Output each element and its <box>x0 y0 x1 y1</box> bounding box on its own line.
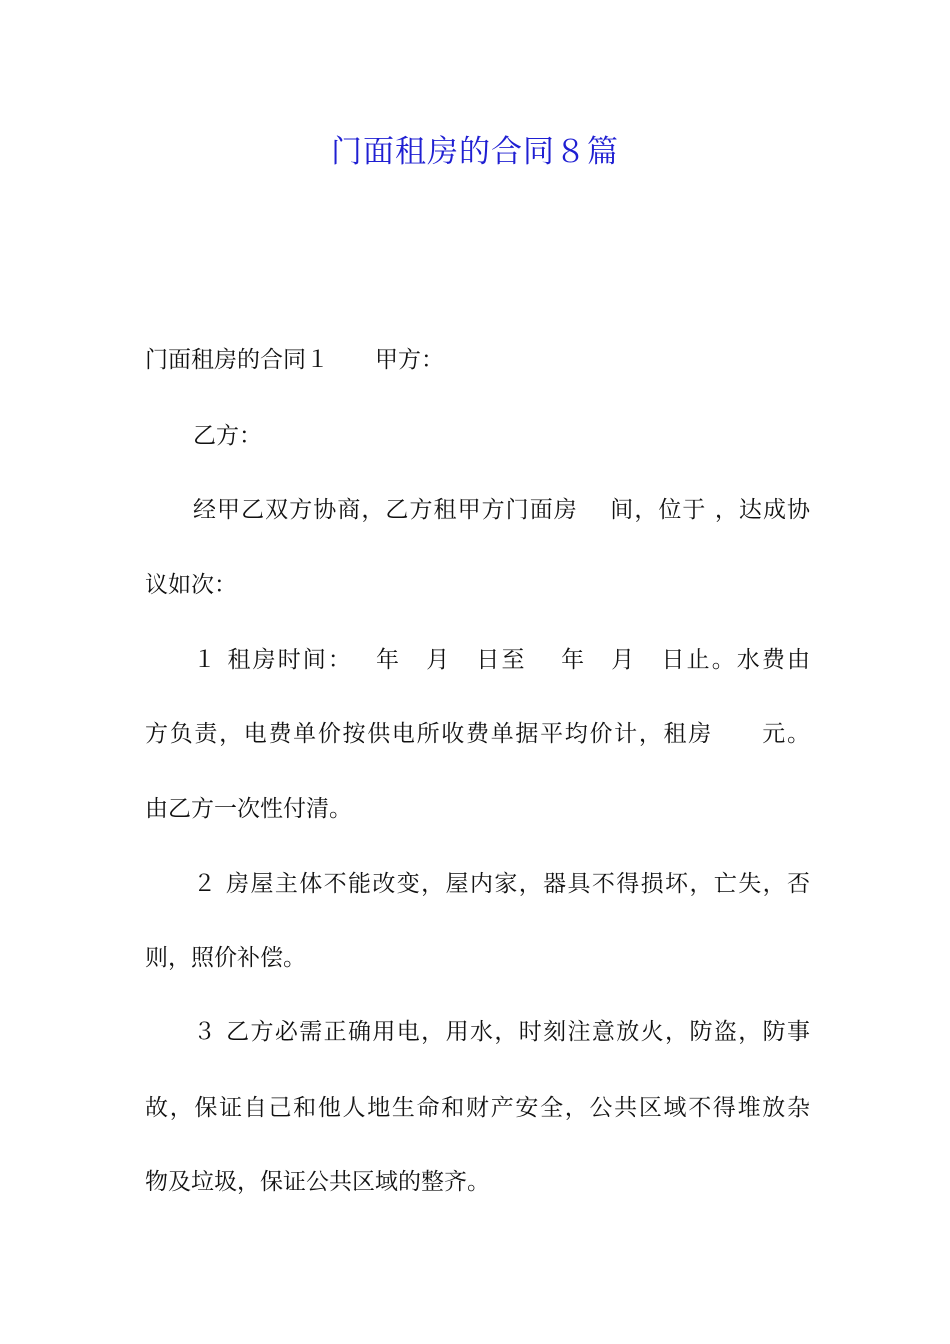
clause-3-line: ３ 乙方必需正确用电，用水，时刻注意放火，防盗，防事 <box>193 1019 810 1045</box>
clause-1-line: 由乙方一次性付清。 <box>145 796 352 822</box>
clause-2-line: ２ 房屋主体不能改变，屋内家，器具不得损坏，亡失，否 <box>193 871 810 897</box>
clause-2-line: 则，照价补偿。 <box>145 945 306 971</box>
contract-heading-party-a: 门面租房的合同１ 甲方： <box>145 347 444 373</box>
document-title: 门面租房的合同８篇 <box>331 134 619 170</box>
paragraph-line: 议如次： <box>145 572 237 598</box>
clause-1-line: 方负责，电费单价按供电所收费单据平均价计，租房 元。 <box>145 721 810 747</box>
paragraph-line: 经甲乙双方协商，乙方租甲方门面房 间，位于 ，达成协 <box>193 497 810 523</box>
party-b-line: 乙方： <box>193 423 262 449</box>
clause-3-line: 故，保证自己和他人地生命和财产安全，公共区域不得堆放杂 <box>145 1095 810 1121</box>
clause-1-line: １ 租房时间： 年 月 日至 年 月 日止。水费由 <box>193 647 810 673</box>
clause-3-line: 物及垃圾，保证公共区域的整齐。 <box>145 1169 490 1195</box>
